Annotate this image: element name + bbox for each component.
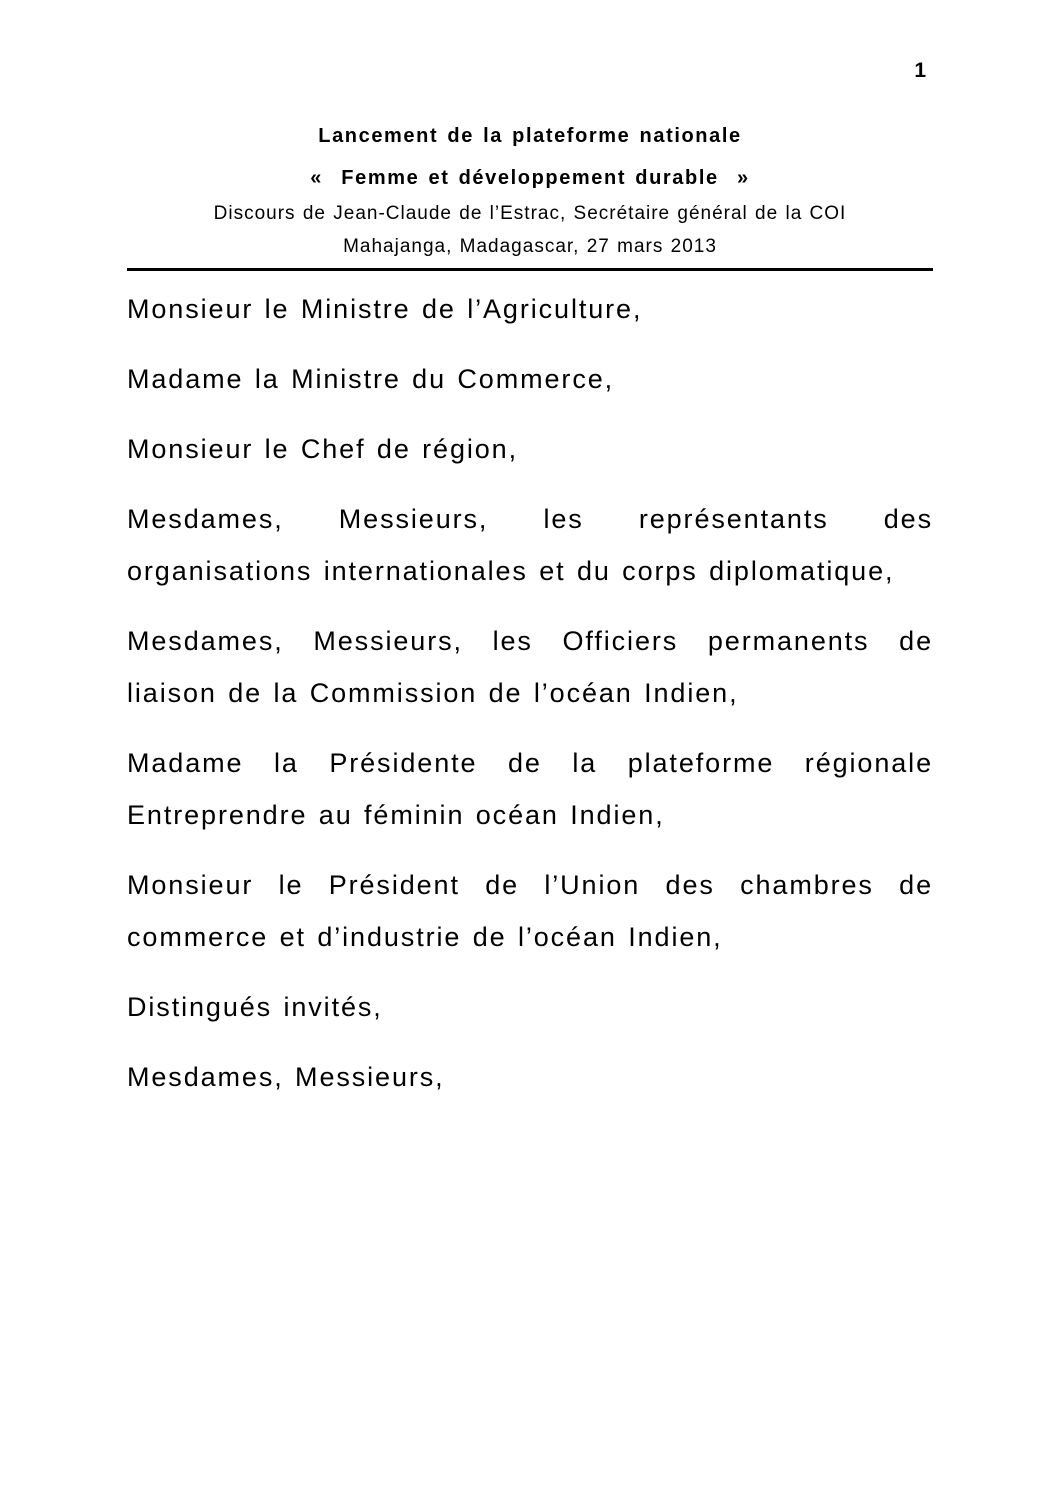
paragraph-line: Mesdames, Messieurs, (127, 1062, 445, 1092)
paragraph (127, 737, 933, 841)
title-line-1: Lancement de la plateforme nationale (318, 125, 742, 147)
paragraph-line: liaison de la Commission de l’océan Indien, (127, 678, 739, 708)
title-line-2: « Femme et développement durable » (310, 167, 750, 189)
document-body (127, 283, 933, 1103)
paragraph (127, 423, 933, 475)
paragraph (127, 981, 933, 1033)
paragraph-line: organisations internationales et du corps diplomatique, (127, 556, 895, 586)
paragraph-line: Mesdames, Messieurs, les représentants des (127, 504, 933, 534)
paragraph-line: Monsieur le Ministre de l’Agriculture, (127, 294, 643, 324)
subtitle-line-1: Discours de Jean-Claude de l’Estrac, Secrétaire général de la COI (213, 203, 847, 224)
header-divider (127, 268, 933, 271)
document-header (127, 124, 933, 258)
paragraph-line: Distingués invités, (127, 992, 383, 1022)
paragraph-line: Madame la Présidente de la plateforme régionale (127, 748, 933, 778)
paragraph-line: Monsieur le Président de l’Union des chambres de (127, 870, 933, 900)
paragraph (127, 859, 933, 963)
page-number: 1 (914, 59, 927, 82)
paragraph-line: Mesdames, Messieurs, les Officiers permanents de (127, 626, 933, 656)
paragraph-line: Madame la Ministre du Commerce, (127, 364, 615, 394)
paragraph-line: Monsieur le Chef de région, (127, 434, 518, 464)
paragraph (127, 353, 933, 405)
paragraph (127, 615, 933, 719)
paragraph-line: Entreprendre au féminin océan Indien, (127, 800, 665, 830)
subtitle-line-2: Mahajanga, Madagascar, 27 mars 2013 (343, 236, 717, 257)
paragraph (127, 1051, 933, 1103)
paragraph (127, 493, 933, 597)
paragraph-line: commerce et d’industrie de l’océan Indien, (127, 922, 723, 952)
paragraph (127, 283, 933, 335)
